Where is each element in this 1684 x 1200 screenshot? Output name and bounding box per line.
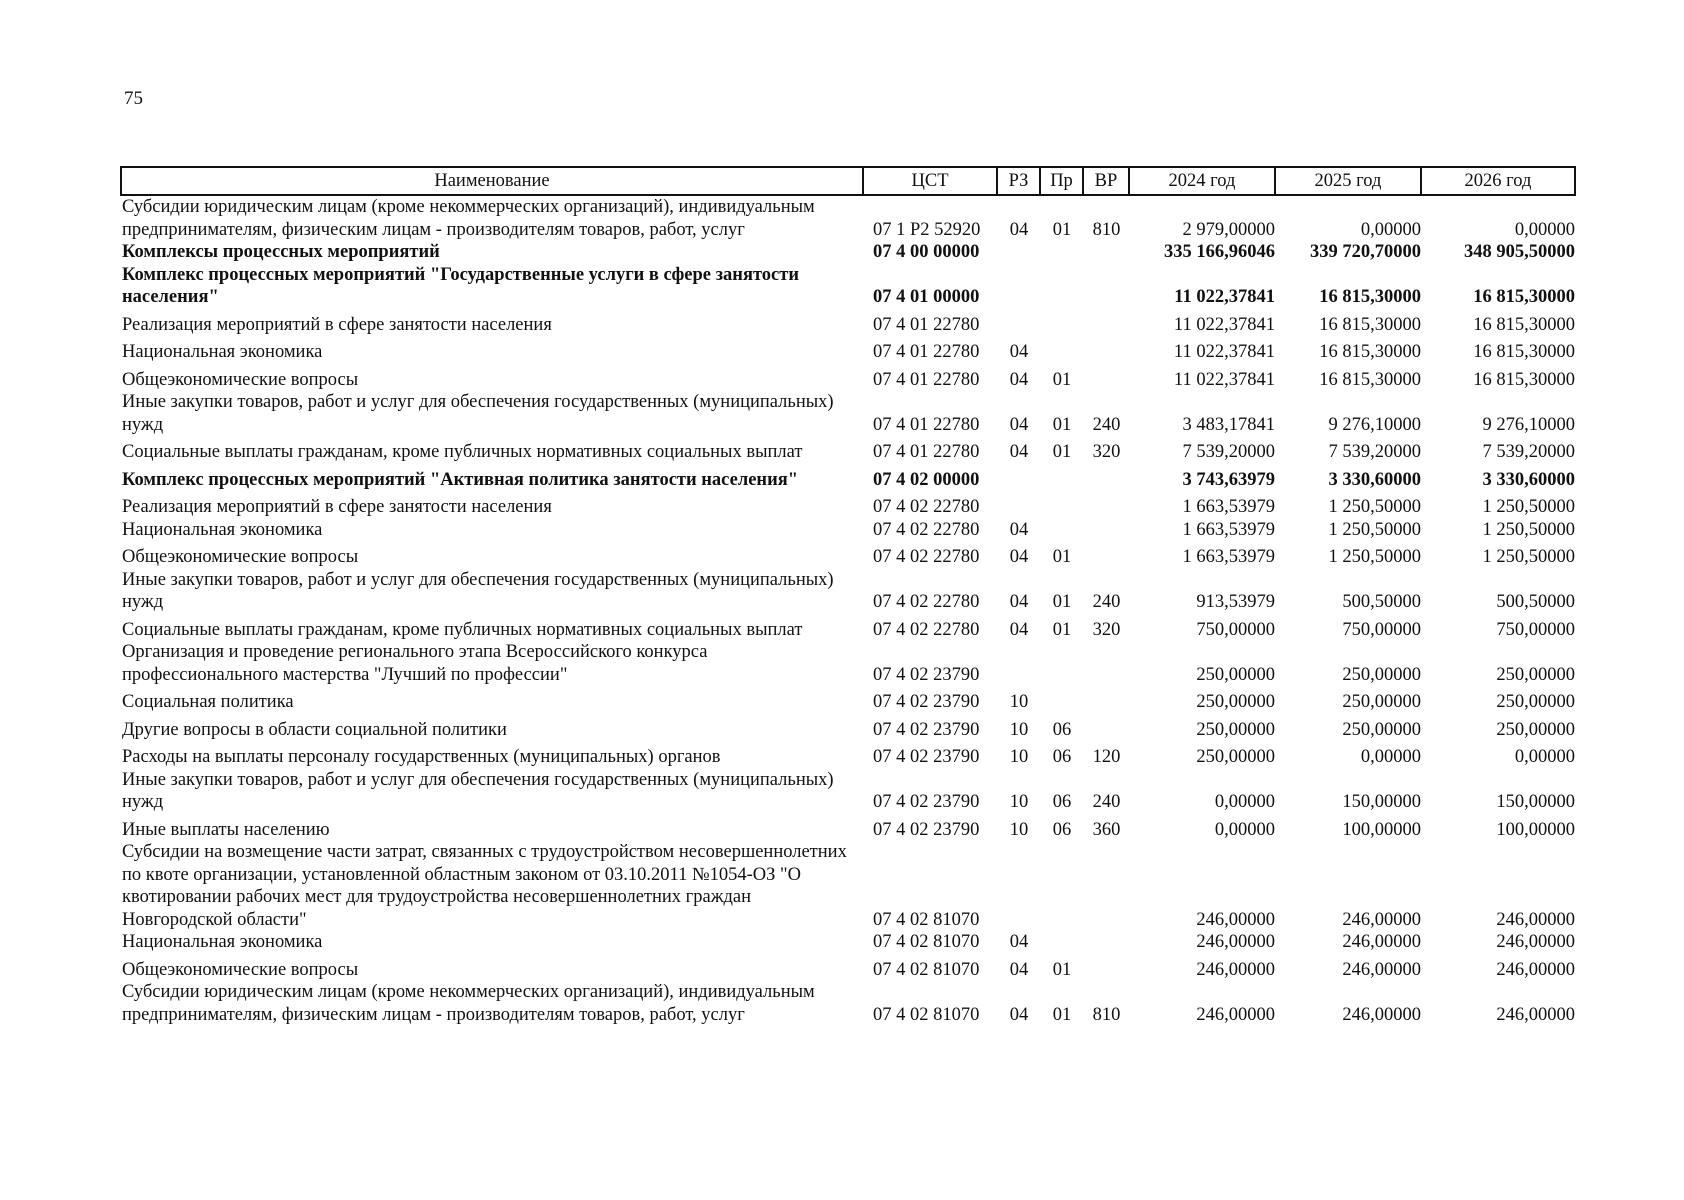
row-2025: 1 250,50000 — [1328, 497, 1421, 517]
row-rz: 04 — [1009, 369, 1029, 390]
header-rz: РЗ — [997, 167, 1040, 195]
row-2024: 0,00000 — [1214, 792, 1275, 812]
row-2024: 11 022,37841 — [1173, 369, 1275, 390]
row-rz — [997, 841, 1040, 931]
row-name: Субсидии юридическим лицам (кроме некоммерческих организаций), индивидуальным предпринимателям, физическим лицам - производителям товаров, работ, услуг — [122, 982, 815, 1025]
row-name: Расходы на выплаты персоналу государственных (муниципальных) органов — [122, 747, 721, 767]
row-pr: 01 — [1052, 369, 1072, 390]
row-cst: 07 4 02 22780 — [873, 519, 980, 540]
row-2024: 246,00000 — [1196, 909, 1275, 930]
row-2025: 16 815,30000 — [1319, 314, 1421, 335]
row-2024: 11 022,37841 — [1173, 342, 1275, 362]
row-vr — [1083, 641, 1129, 686]
header-cst: ЦСТ — [863, 167, 997, 195]
row-rz: 04 — [1009, 342, 1029, 362]
table-row — [121, 981, 1575, 1026]
row-pr: 01 — [1052, 592, 1072, 612]
table-row — [121, 954, 1575, 982]
row-name: Национальная экономика — [122, 932, 323, 952]
row-vr: 320 — [1092, 442, 1121, 462]
row-2026: 16 815,30000 — [1473, 314, 1575, 335]
row-pr: 06 — [1052, 792, 1072, 812]
row-2024: 913,53979 — [1196, 592, 1275, 612]
table-row — [121, 264, 1575, 309]
row-cst: 07 4 02 23790 — [873, 692, 980, 712]
row-2024: 335 166,96046 — [1164, 242, 1275, 262]
row-2024: 3 743,63979 — [1182, 469, 1275, 490]
row-pr — [1040, 464, 1083, 492]
row-2025: 339 720,70000 — [1310, 242, 1421, 262]
row-pr: 06 — [1052, 719, 1072, 740]
row-rz — [997, 491, 1040, 519]
row-name: Организация и проведение регионального этапа Всероссийского конкурса профессионального мастерства "Лучший по профессии" — [122, 642, 708, 685]
row-vr — [1083, 464, 1129, 492]
table-row — [121, 641, 1575, 686]
row-2024: 250,00000 — [1196, 719, 1275, 740]
row-2026: 9 276,10000 — [1482, 414, 1575, 435]
row-2024: 11 022,37841 — [1173, 314, 1275, 335]
row-rz: 04 — [1009, 1004, 1029, 1025]
row-cst: 07 4 02 23790 — [873, 664, 980, 685]
row-2024: 246,00000 — [1196, 932, 1275, 952]
row-cst: 07 4 02 22780 — [873, 619, 980, 640]
row-2026: 3 330,60000 — [1482, 469, 1575, 490]
row-2025: 16 815,30000 — [1319, 369, 1421, 390]
table-row — [121, 519, 1575, 542]
row-2026: 250,00000 — [1496, 692, 1575, 712]
row-vr — [1083, 336, 1129, 364]
row-cst: 07 4 02 81070 — [873, 1004, 980, 1025]
row-vr — [1083, 931, 1129, 954]
row-cst: 07 4 01 22780 — [873, 369, 980, 390]
row-2024: 1 663,53979 — [1182, 497, 1275, 517]
row-vr: 240 — [1092, 792, 1121, 812]
row-rz: 04 — [1009, 592, 1029, 612]
row-2024: 750,00000 — [1196, 619, 1275, 640]
row-2024: 2 979,00000 — [1182, 219, 1275, 240]
row-name: Другие вопросы в области социальной политики — [122, 719, 507, 740]
row-rz: 10 — [1009, 792, 1029, 812]
row-2025: 750,00000 — [1342, 619, 1421, 640]
row-2025: 250,00000 — [1342, 664, 1421, 685]
table-row — [121, 741, 1575, 769]
row-vr: 240 — [1092, 592, 1121, 612]
table-row — [121, 195, 1575, 241]
budget-table — [120, 166, 1576, 1026]
row-2026: 150,00000 — [1496, 792, 1575, 812]
row-rz: 10 — [1009, 719, 1029, 740]
row-name: Реализация мероприятий в сфере занятости населения — [122, 497, 552, 517]
row-2026: 750,00000 — [1496, 619, 1575, 640]
row-name: Комплекс процессных мероприятий "Активная политика занятости населения" — [122, 469, 799, 490]
row-2025: 7 539,20000 — [1328, 442, 1421, 462]
row-2025: 246,00000 — [1342, 932, 1421, 952]
row-rz — [997, 309, 1040, 337]
row-pr: 01 — [1052, 959, 1072, 980]
row-2025: 500,50000 — [1342, 592, 1421, 612]
table-row — [121, 491, 1575, 519]
table-row — [121, 714, 1575, 742]
row-name: Комплекс процессных мероприятий "Государственные услуги в сфере занятости населения" — [122, 264, 800, 307]
row-cst: 07 4 02 23790 — [873, 792, 980, 812]
row-name: Общеэкономические вопросы — [122, 369, 359, 390]
row-vr — [1083, 686, 1129, 714]
row-rz: 04 — [1009, 619, 1029, 640]
row-pr: 01 — [1052, 547, 1072, 567]
row-vr: 810 — [1092, 1004, 1121, 1025]
row-rz: 10 — [1009, 692, 1029, 712]
row-2025: 0,00000 — [1360, 747, 1421, 767]
row-2025: 150,00000 — [1342, 792, 1421, 812]
row-2025: 246,00000 — [1342, 1004, 1421, 1025]
row-2026: 348 905,50000 — [1464, 242, 1575, 262]
row-vr — [1083, 841, 1129, 931]
row-vr: 120 — [1092, 747, 1121, 767]
row-2026: 1 250,50000 — [1482, 519, 1575, 540]
row-2026: 16 815,30000 — [1473, 342, 1575, 362]
row-cst: 07 4 02 81070 — [873, 932, 980, 952]
row-2025: 16 815,30000 — [1319, 342, 1421, 362]
row-cst: 07 4 02 81070 — [873, 909, 980, 930]
row-vr — [1083, 491, 1129, 519]
row-2026: 16 815,30000 — [1473, 369, 1575, 390]
row-2024: 3 483,17841 — [1182, 414, 1275, 435]
row-2025: 246,00000 — [1342, 959, 1421, 980]
row-vr — [1083, 309, 1129, 337]
row-cst: 07 4 01 22780 — [873, 342, 980, 362]
row-cst: 07 4 02 23790 — [873, 819, 980, 840]
row-rz — [997, 241, 1040, 264]
row-2025: 9 276,10000 — [1328, 414, 1421, 435]
row-cst: 07 1 Р2 52920 — [873, 219, 981, 240]
row-2025: 250,00000 — [1342, 692, 1421, 712]
row-2025: 1 250,50000 — [1328, 547, 1421, 567]
row-pr — [1040, 241, 1083, 264]
row-cst: 07 4 02 81070 — [873, 959, 980, 980]
table-row — [121, 931, 1575, 954]
row-cst: 07 4 02 00000 — [873, 469, 980, 490]
page-number: 75 — [124, 88, 143, 109]
row-vr: 360 — [1092, 819, 1121, 840]
row-2025: 16 815,30000 — [1319, 287, 1421, 307]
row-cst: 07 4 01 22780 — [873, 442, 980, 462]
row-rz: 04 — [1009, 959, 1029, 980]
table-body — [121, 195, 1575, 1026]
row-rz: 04 — [1009, 547, 1029, 567]
row-vr — [1083, 954, 1129, 982]
row-pr — [1040, 491, 1083, 519]
row-cst: 07 4 02 23790 — [873, 719, 980, 740]
row-2026: 1 250,50000 — [1482, 547, 1575, 567]
row-pr: 06 — [1052, 747, 1072, 767]
table-row — [121, 769, 1575, 814]
table-row — [121, 569, 1575, 614]
row-2026: 246,00000 — [1496, 959, 1575, 980]
row-pr: 01 — [1052, 1004, 1072, 1025]
row-vr — [1083, 714, 1129, 742]
table-row — [121, 686, 1575, 714]
row-rz: 04 — [1009, 932, 1029, 952]
row-2026: 500,50000 — [1496, 592, 1575, 612]
row-name: Общеэкономические вопросы — [122, 547, 359, 567]
table-row — [121, 241, 1575, 264]
row-2026: 246,00000 — [1496, 1004, 1575, 1025]
row-pr: 01 — [1052, 442, 1072, 462]
row-2024: 1 663,53979 — [1182, 519, 1275, 540]
row-2025: 246,00000 — [1342, 909, 1421, 930]
table-row — [121, 841, 1575, 931]
row-pr: 06 — [1052, 819, 1072, 840]
row-2025: 3 330,60000 — [1328, 469, 1421, 490]
table-row — [121, 391, 1575, 436]
row-2026: 16 815,30000 — [1473, 287, 1575, 307]
header-2026: 2026 год — [1421, 167, 1575, 195]
row-2024: 250,00000 — [1196, 664, 1275, 685]
row-name: Субсидии на возмещение части затрат, связанных с трудоустройством несовершеннолетних по квоте организации, установленной областным законом от 03.10.2011 №1054-ОЗ "О квотировании рабочих мест для трудоустройства несовершеннолетних граждан Новгородской области" — [122, 842, 847, 930]
row-vr — [1083, 264, 1129, 309]
row-name: Социальные выплаты гражданам, кроме публичных нормативных социальных выплат — [122, 619, 803, 640]
header-pr: Пр — [1040, 167, 1083, 195]
row-2025: 1 250,50000 — [1328, 519, 1421, 540]
row-2026: 1 250,50000 — [1482, 497, 1575, 517]
row-rz: 04 — [1009, 414, 1029, 435]
row-vr: 240 — [1092, 414, 1121, 435]
row-name: Социальная политика — [122, 692, 294, 712]
row-2026: 250,00000 — [1496, 719, 1575, 740]
row-cst: 07 4 01 00000 — [873, 287, 980, 307]
table-row — [121, 614, 1575, 642]
row-vr: 810 — [1092, 219, 1121, 240]
row-2024: 250,00000 — [1196, 747, 1275, 767]
row-pr — [1040, 519, 1083, 542]
row-cst: 07 4 01 22780 — [873, 414, 980, 435]
row-name: Общеэкономические вопросы — [122, 959, 359, 980]
row-name: Субсидии юридическим лицам (кроме некоммерческих организаций), индивидуальным предпринимателям, физическим лицам - производителям товаров, работ, услуг — [122, 197, 815, 240]
row-pr — [1040, 686, 1083, 714]
row-name: Иные закупки товаров, работ и услуг для обеспечения государственных (муниципальных) нужд — [122, 392, 834, 435]
row-cst: 07 4 02 22780 — [873, 547, 980, 567]
table-row — [121, 541, 1575, 569]
row-2024: 11 022,37841 — [1174, 287, 1275, 307]
table-row — [121, 814, 1575, 842]
row-2026: 246,00000 — [1496, 932, 1575, 952]
row-vr — [1083, 519, 1129, 542]
row-2024: 246,00000 — [1196, 1004, 1275, 1025]
table-row — [121, 309, 1575, 337]
row-2026: 246,00000 — [1496, 909, 1575, 930]
table-row — [121, 364, 1575, 392]
row-pr: 01 — [1052, 414, 1072, 435]
header-name: Наименование — [121, 167, 863, 195]
row-name: Социальные выплаты гражданам, кроме публичных нормативных социальных выплат — [122, 442, 803, 462]
row-2024: 7 539,20000 — [1182, 442, 1275, 462]
row-pr — [1040, 309, 1083, 337]
row-name: Национальная экономика — [122, 519, 323, 540]
table-header — [121, 167, 1575, 195]
row-cst: 07 4 01 22780 — [873, 314, 980, 335]
row-2026: 250,00000 — [1496, 664, 1575, 685]
row-2024: 0,00000 — [1214, 819, 1275, 840]
row-cst: 07 4 02 23790 — [873, 747, 980, 767]
table-row — [121, 464, 1575, 492]
table-row — [121, 436, 1575, 464]
row-2024: 246,00000 — [1196, 959, 1275, 980]
table-row — [121, 336, 1575, 364]
row-cst: 07 4 00 00000 — [873, 242, 980, 262]
row-rz: 10 — [1009, 819, 1029, 840]
row-2026: 0,00000 — [1514, 219, 1575, 240]
row-2026: 100,00000 — [1496, 819, 1575, 840]
row-pr — [1040, 931, 1083, 954]
row-2026: 0,00000 — [1514, 747, 1575, 767]
row-pr: 01 — [1052, 619, 1072, 640]
row-2024: 250,00000 — [1196, 692, 1275, 712]
row-name: Иные выплаты населению — [122, 819, 330, 840]
header-vr: ВР — [1083, 167, 1129, 195]
row-vr: 320 — [1092, 619, 1121, 640]
row-pr: 01 — [1052, 219, 1072, 240]
row-2025: 0,00000 — [1360, 219, 1421, 240]
header-2024: 2024 год — [1129, 167, 1275, 195]
row-rz: 04 — [1009, 219, 1029, 240]
row-rz: 04 — [1009, 519, 1029, 540]
row-name: Иные закупки товаров, работ и услуг для обеспечения государственных (муниципальных) нужд — [122, 569, 834, 612]
row-name: Иные закупки товаров, работ и услуг для обеспечения государственных (муниципальных) нужд — [122, 769, 834, 812]
row-cst: 07 4 02 22780 — [873, 592, 980, 612]
row-2024: 1 663,53979 — [1182, 547, 1275, 567]
row-name: Национальная экономика — [122, 342, 323, 362]
header-2025: 2025 год — [1275, 167, 1421, 195]
row-vr — [1083, 364, 1129, 392]
row-pr — [1040, 336, 1083, 364]
row-rz — [997, 464, 1040, 492]
row-rz: 10 — [1009, 747, 1029, 767]
row-rz — [997, 264, 1040, 309]
row-name: Реализация мероприятий в сфере занятости населения — [122, 314, 552, 335]
row-2026: 7 539,20000 — [1482, 442, 1575, 462]
row-vr — [1083, 241, 1129, 264]
row-cst: 07 4 02 22780 — [873, 497, 980, 517]
row-pr — [1040, 264, 1083, 309]
row-pr — [1040, 841, 1083, 931]
row-pr — [1040, 641, 1083, 686]
row-rz — [997, 641, 1040, 686]
row-2025: 100,00000 — [1342, 819, 1421, 840]
row-name: Комплексы процессных мероприятий — [122, 242, 440, 262]
row-rz: 04 — [1009, 442, 1029, 462]
row-2025: 250,00000 — [1342, 719, 1421, 740]
row-vr — [1083, 541, 1129, 569]
